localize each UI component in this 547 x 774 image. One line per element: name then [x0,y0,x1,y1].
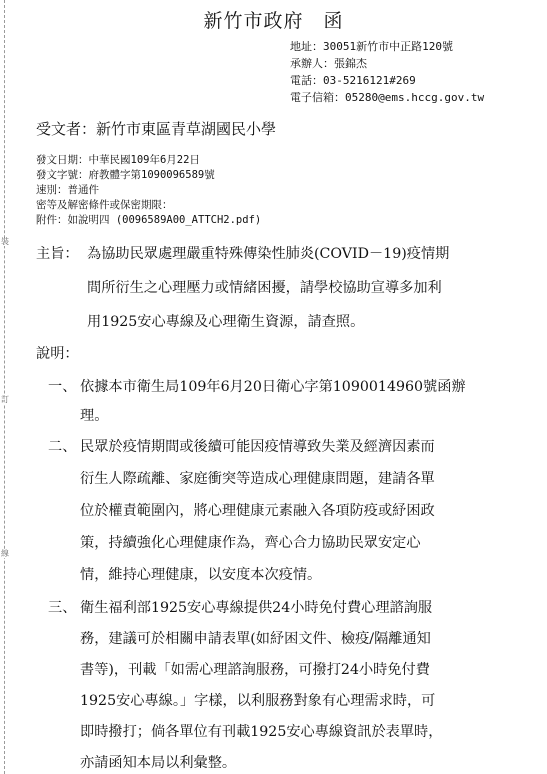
sender-phone: 電話：03-5216121#269 [290,74,416,87]
item-line: 依據本市衛生局109年6月20日衛心字第1090014960號函辦 [80,379,466,395]
binding-mark-xian: 線 [1,549,9,558]
sender-email: 電子信箱：05280@ems.hccg.gov.tw [290,91,485,104]
meta-secrecy: 密等及解密條件或保密期限： [36,199,173,211]
subject-label: 主旨： [36,246,79,262]
recipient: 受文者：新竹市東區青草湖國民小學 [36,120,277,138]
item-line: 位於權責範圍內，將心理健康元素融入各項防疫或紓困政 [80,503,435,519]
item-line: 理。 [80,408,109,424]
meta-doc-number: 發文字號：府教體字第1090096589號 [36,169,215,181]
binding-mark-ding: 訂 [1,395,9,404]
binding-mark-zhuang: 裝 [1,237,9,246]
subject-line: 為協助民眾處理嚴重特殊傳染性肺炎(COVID－19)疫情期 [87,246,450,262]
sender-contact: 承辦人：張錦杰 [290,57,367,70]
subject-line: 用1925安心專線及心理衛生資源，請查照。 [87,314,365,330]
document-title: 新竹市政府 函 [203,10,344,32]
item-line: 1925安心專線。」字樣，以利服務對象有心理需求時，可 [80,693,436,709]
sender-address: 地址：30051新竹市中正路120號 [290,40,453,53]
binding-line [4,0,5,774]
item-number: 三、 [48,600,77,616]
item-line: 即時撥打；倘各單位有刊載1925安心專線資訊於表單時， [80,724,443,740]
explanation-label: 說明： [36,346,79,362]
item-line: 情，維持心理健康，以安度本次疫情。 [80,567,322,583]
item-line: 衛生福利部1925安心專線提供24小時免付費心理諮詢服 [80,600,433,616]
item-line: 衍生人際疏離、家庭衝突等造成心理健康問題，建請各單 [80,471,435,487]
item-line: 亦請函知本局以利彙整。 [80,755,237,771]
item-line: 務，建議可於相關申請表單(如紓困文件、檢疫/隔離通知 [80,631,431,647]
meta-date: 發文日期：中華民國109年6月22日 [36,154,200,166]
meta-attachment: 附件：如說明四 (0096589A00_ATTCH2.pdf) [36,214,262,226]
item-number: 一、 [48,379,77,395]
meta-speed: 速別：普通件 [36,184,99,196]
item-line: 書等)，刊載「如需心理諮詢服務，可撥打24小時免付費 [80,662,430,678]
item-line: 策，持續強化心理健康作為，齊心合力協助民眾安定心 [80,535,421,551]
sender-info [290,38,484,106]
item-number: 二、 [48,439,77,455]
document-meta [36,153,261,228]
item-line: 民眾於疫情期間或後續可能因疫情導致失業及經濟因素而 [80,439,435,455]
subject-line: 間所衍生之心理壓力或情緒困擾，請學校協助宣導多加利 [87,280,442,296]
